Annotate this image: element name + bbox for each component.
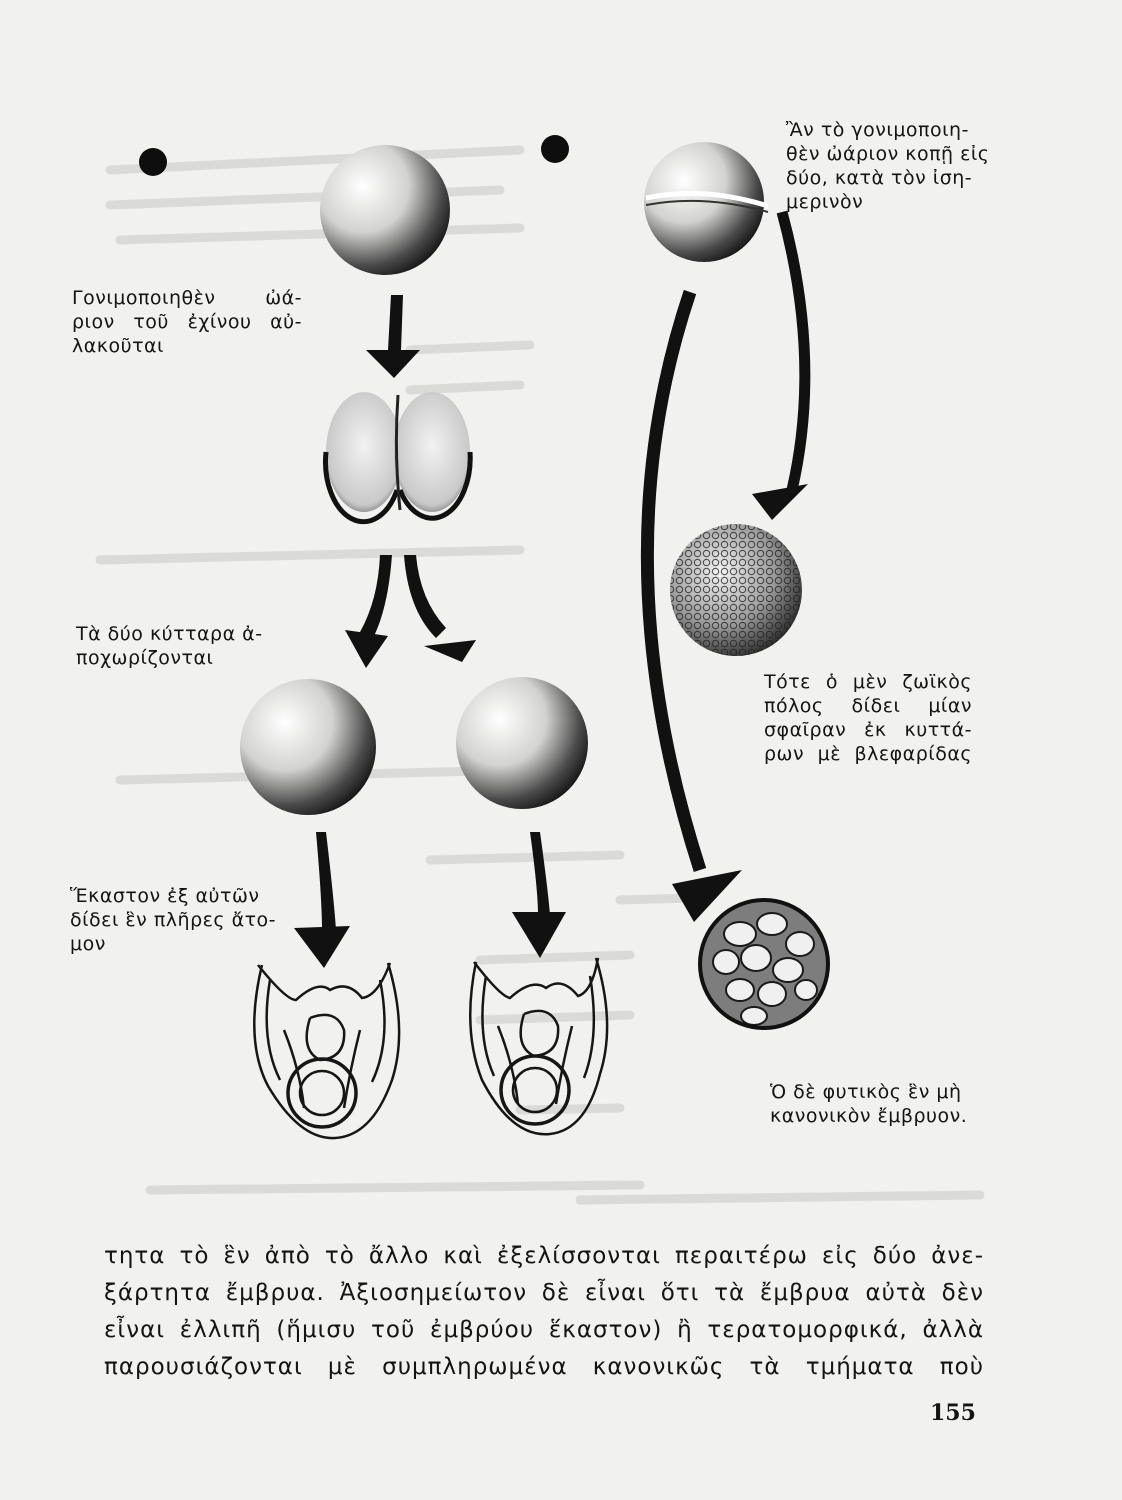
body-text-line: τητα τὸ ἓν ἀπὸ τὸ ἄλλο καὶ ἐξελίσσονται περαιτέρω εἰς δύο ἀνε- bbox=[104, 1243, 984, 1269]
caption-separate-cells: Τὰ δύο κύτταρα ἀ- ποχωρίζονται bbox=[76, 623, 263, 669]
separated-cell-left bbox=[240, 679, 376, 815]
caption-vegetal-pole: Ὁ δὲ φυτικὸς ἓν μὴ κανονικὸν ἔμβρυον. bbox=[770, 1081, 968, 1127]
fertilized-egg bbox=[320, 145, 450, 275]
split-arrow-left bbox=[345, 555, 392, 668]
cut-egg bbox=[644, 142, 768, 262]
ciliated-blastula bbox=[670, 524, 802, 656]
separated-cell-right bbox=[456, 677, 588, 809]
caption-each-one: Ἕκαστον ἐξ αὐτῶν δίδει ἓν πλῆρες ἄτο- μον bbox=[70, 885, 277, 955]
arrow-down-right bbox=[512, 832, 566, 958]
split-arrow-right bbox=[404, 555, 476, 662]
body-text-line: ξάρτητα ἔμβρυα. Ἀξιοσημείωτον δὲ εἶναι ὅτι τὰ ἔμβρυα αὐτὰ δὲν bbox=[104, 1280, 984, 1306]
caption-fertilized-egg: Γονιμοποιηθὲν ὠά- ριον τοῦ ἐχίνου αὐ- λακοῦται bbox=[72, 287, 302, 357]
page-number: 155 bbox=[930, 1400, 976, 1426]
two-cell-embryo bbox=[326, 392, 471, 522]
body-text-line: παρουσιάζονται μὲ συμπληρωμένα κανονικῶς τὰ τμήματα ποὺ bbox=[104, 1354, 984, 1380]
sperm-dot-right bbox=[541, 135, 569, 163]
sperm-dot-left bbox=[139, 148, 167, 176]
irregular-embryo bbox=[700, 900, 828, 1028]
larva-left bbox=[254, 963, 399, 1138]
arrow-animal-pole bbox=[752, 212, 808, 520]
caption-cut-egg: Ἂν τὸ γονιμοποιη- θὲν ὠάριον κοπῇ εἰς δύο, κατὰ τὸν ἰση- μερινὸν bbox=[786, 119, 990, 213]
caption-animal-pole: Τότε ὁ μὲν ζωϊκὸς πόλος δίδει μίαν σφαῖραν ἐκ κυττά- ρων μὲ βλεφαρίδας bbox=[764, 671, 972, 765]
body-text-line: εἶναι ἐλλιπῆ (ἥμισυ τοῦ ἐμβρύου ἕκαστον) ἢ τερατομορφικά, ἀλλὰ bbox=[104, 1317, 984, 1343]
body-text bbox=[104, 1238, 984, 1386]
arrow-down-1 bbox=[366, 295, 420, 378]
